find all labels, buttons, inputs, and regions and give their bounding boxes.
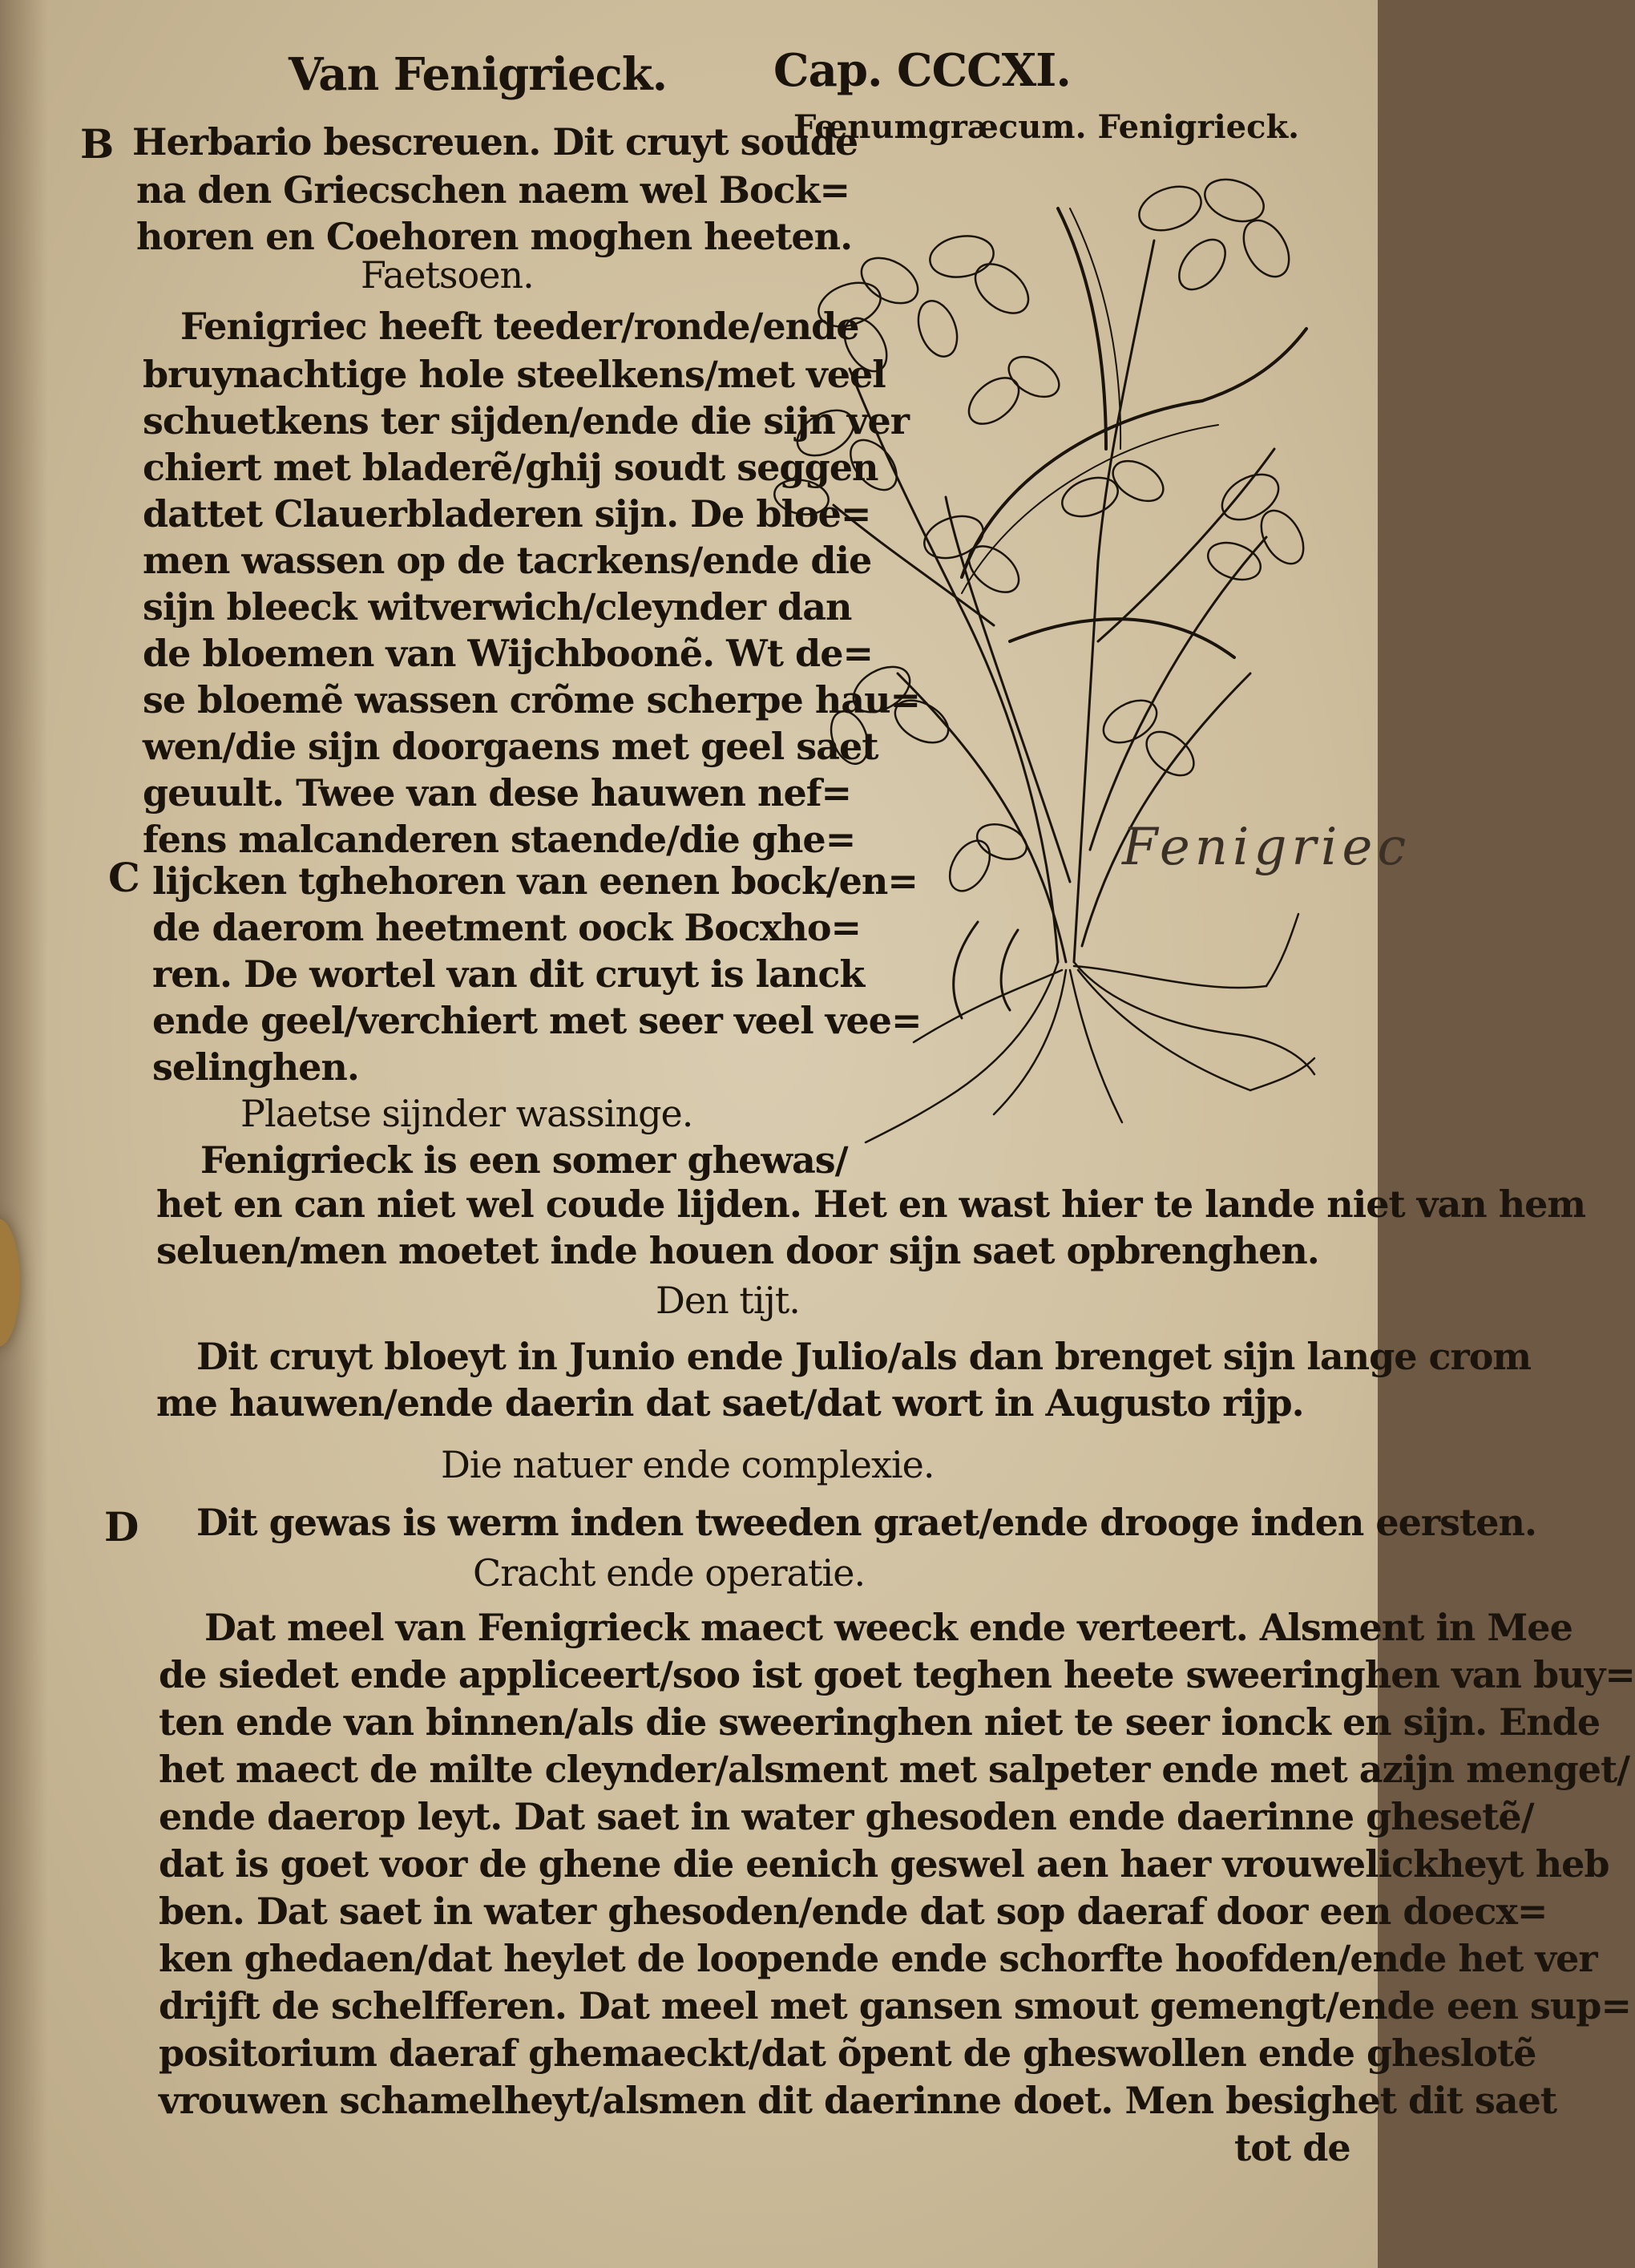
text-line: ren. De wortel van dit cruyt is lanck <box>152 952 865 996</box>
text-line: dattet Clauerbladeren sijn. De bloe= <box>143 492 871 536</box>
text-line: de daerom heetment oock Bocxho= <box>152 906 862 949</box>
text-line: het maect de milte cleynder/alsment met salpeter ende met azijn menget/ <box>159 1748 1630 1791</box>
text-line: vrouwen schamelheyt/alsmen dit daerinne doet. Men besighet dit saet <box>159 2079 1557 2122</box>
section-heading: Cracht ende operatie. <box>473 1551 866 1595</box>
margin-marker-d: D <box>104 1503 139 1550</box>
text-line: fens malcanderen staende/die ghe= <box>143 818 856 861</box>
chapter-number: Cap. CCCXI. <box>773 44 1071 97</box>
text-line: Dit gewas is werm inden tweeden graet/ende drooge inden eersten. <box>196 1501 1536 1544</box>
text-line: ben. Dat saet in water ghesoden/ende dat sop daeraf door een doecx= <box>159 1890 1548 1933</box>
text-line: drijft de schelfferen. Dat meel met gansen smout gemengt/ende een sup= <box>159 1984 1632 2027</box>
text-line: na den Griecschen naem wel Bock= <box>136 168 850 212</box>
section-heading: Plaetse sijnder wassinge. <box>240 1092 693 1135</box>
text-line: me hauwen/ende daerin dat saet/dat wort in Augusto rijp. <box>156 1381 1304 1425</box>
catchword: tot de <box>1234 2126 1350 2169</box>
text-line: Dat meel van Fenigrieck maect weeck ende verteert. Alsment in Mee <box>204 1606 1572 1649</box>
plant-woodcut-icon <box>753 160 1330 1170</box>
text-line: men wassen op de tacrkens/ende die <box>143 539 872 582</box>
margin-marker-b: B <box>80 120 115 168</box>
text-line: Fenigriec heeft teeder/ronde/ende <box>180 305 859 348</box>
text-line: bruynachtige hole steelkens/met veel <box>143 353 886 396</box>
text-line: lijcken tghehoren van eenen bock/en= <box>152 859 918 903</box>
text-line: se bloemẽ wassen crõme scherpe hau= <box>143 678 921 722</box>
figure-caption: Fœnumgræcum. Fenigrieck. <box>793 108 1300 146</box>
section-heading: Den tijt. <box>656 1279 800 1322</box>
text-line: ken ghedaen/dat heylet de loopende ende schorfte hoofden/ende het ver <box>159 1937 1597 1980</box>
text-line: ten ende van binnen/als die sweeringhen niet te seer ionck en sijn. Ende <box>159 1700 1601 1744</box>
text-line: horen en Coehoren moghen heeten. <box>136 215 853 258</box>
text-line: Fenigrieck is een somer ghewas/ <box>200 1138 848 1182</box>
margin-marker-c: C <box>108 854 140 901</box>
text-line: dat is goet voor de ghene die eenich geswel aen haer vrouwelickheyt heb <box>159 1842 1609 1886</box>
text-line: de bloemen van Wijchboonẽ. Wt de= <box>143 632 874 675</box>
text-line: positorium daeraf ghemaeckt/dat õpent de gheswollen ende gheslotẽ <box>159 2031 1536 2075</box>
running-title: Van Fenigrieck. <box>289 48 668 101</box>
text-line: ende geel/verchiert met seer veel vee= <box>152 999 922 1042</box>
text-line: sijn bleeck witverwich/cleynder dan <box>143 585 852 629</box>
section-heading: Faetsoen. <box>361 253 534 297</box>
handwritten-note: Fenigriec <box>1122 818 1411 877</box>
text-line: het en can niet wel coude lijden. Het en wast hier te lande niet van hem <box>156 1183 1586 1226</box>
text-line: Herbario bescreuen. Dit cruyt soude <box>132 120 858 164</box>
page-gutter-shadow <box>0 0 48 2268</box>
text-line: Dit cruyt bloeyt in Junio ende Julio/als dan brenget sijn lange crom <box>196 1335 1532 1378</box>
section-heading: Die natuer ende complexie. <box>441 1443 935 1486</box>
text-line: selinghen. <box>152 1045 359 1089</box>
text-line: seluen/men moetet inde houen door sijn saet opbrenghen. <box>156 1229 1319 1272</box>
text-line: schuetkens ter sijden/ende die sijn ver <box>143 399 910 443</box>
text-line: chiert met bladerẽ/ghij soudt seggen <box>143 446 878 489</box>
text-line: ende daerop leyt. Dat saet in water ghesoden ende daerinne ghesetẽ/ <box>159 1795 1534 1838</box>
text-line: geuult. Twee van dese hauwen nef= <box>143 771 852 815</box>
text-line: wen/die sijn doorgaens met geel saet <box>143 725 878 768</box>
text-line: de siedet ende appliceert/soo ist goet teghen heete sweeringhen van buy= <box>159 1653 1635 1696</box>
